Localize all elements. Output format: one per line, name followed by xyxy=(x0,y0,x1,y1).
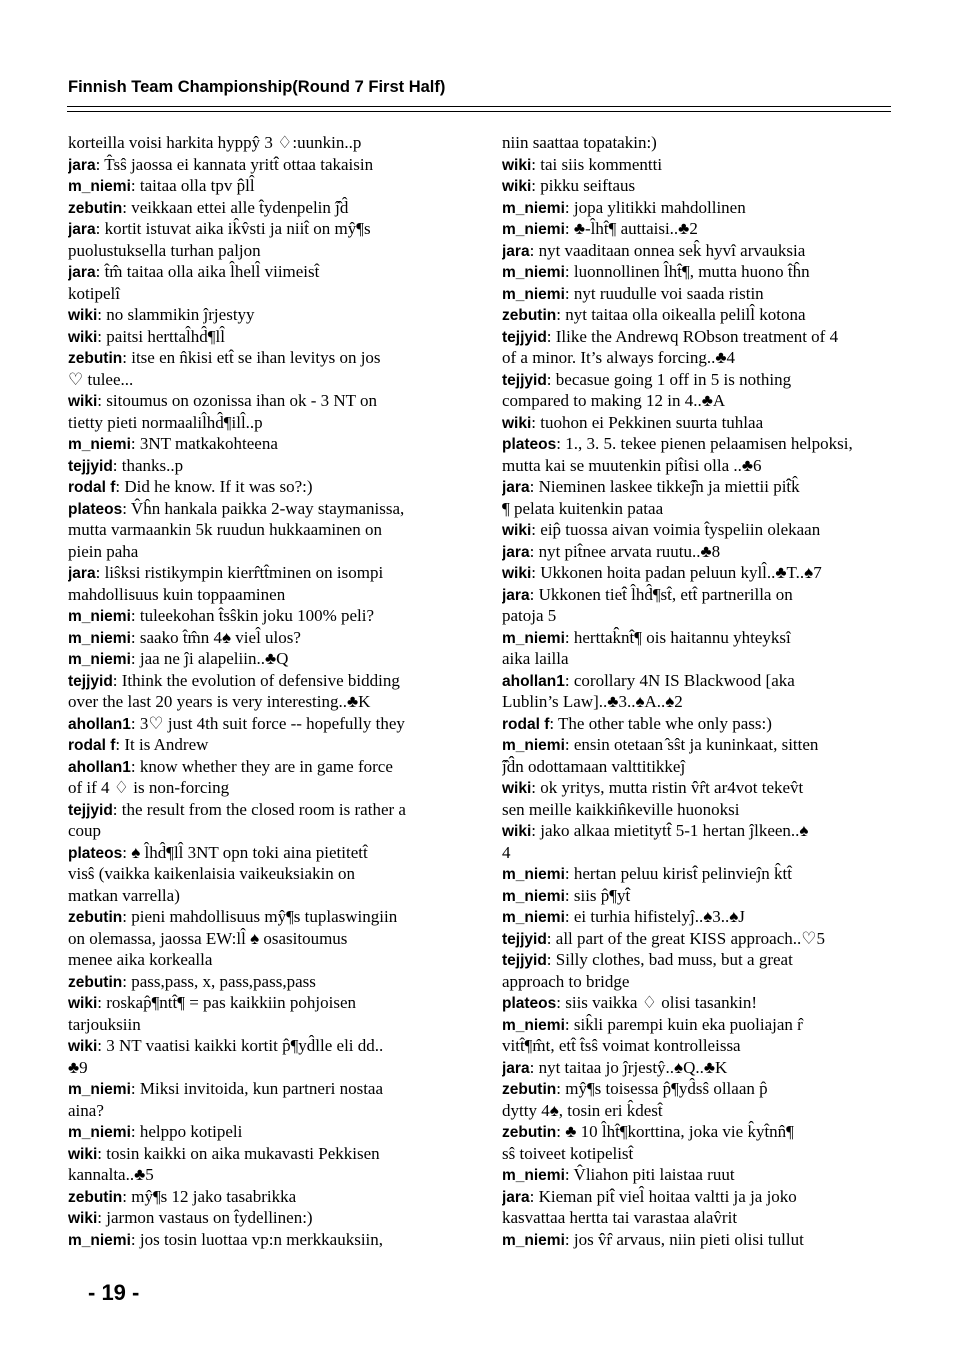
chat-line xyxy=(502,218,894,240)
chat-line xyxy=(68,326,460,348)
message-text: Lublin’s Law]..♣3..♠A..♠2 xyxy=(502,692,683,711)
message-text: : The other table whe only pass:) xyxy=(549,713,772,733)
speaker-name: wiki xyxy=(68,995,98,1012)
speaker-name: wiki xyxy=(68,307,98,324)
speaker-name: m_niemi xyxy=(502,909,565,926)
chat-line xyxy=(68,670,460,692)
chat-line xyxy=(68,1078,460,1100)
speaker-name: m_niemi xyxy=(68,1124,131,1141)
message-text: : roskap̂¶ntt̂¶ = pas kaikkiin pohjoisen xyxy=(97,993,357,1012)
speaker-name: m_niemi xyxy=(502,285,565,303)
speaker-name: ahollan1 xyxy=(68,758,131,776)
chat-line xyxy=(502,627,894,649)
message-text: : eip̂ tuossa aivan voimia t̂yspeliin olekaan xyxy=(531,520,821,539)
message-text: : kortit istuvat aika ik̂v̂sti ja niit̂ on mŷ¶s xyxy=(95,219,371,238)
speaker-name: wiki xyxy=(502,414,532,432)
speaker-name: m_niemi xyxy=(68,436,131,453)
speaker-name: m_niemi xyxy=(68,1081,131,1098)
chat-line xyxy=(68,971,460,993)
chat-line xyxy=(502,1186,894,1208)
message-text: : thanks..p xyxy=(112,455,184,475)
message-text: : siis p̂¶yt̂̂ xyxy=(564,885,631,905)
chat-line xyxy=(502,971,894,993)
chat-line xyxy=(68,992,460,1014)
speaker-name: m_niemi xyxy=(502,887,565,905)
chat-line xyxy=(502,498,894,520)
chat-line xyxy=(68,1186,460,1208)
speaker-name: jara xyxy=(68,565,96,582)
speaker-name: wiki xyxy=(68,1210,98,1227)
message-text: : nyt taitaa olla oikealla pelill̂ kotona xyxy=(556,305,806,324)
message-text: matkan varrella) xyxy=(68,885,180,905)
speaker-name: tejjyid xyxy=(68,672,113,690)
message-text: : ♣-l̂ht̂¶ auttaisi..♣2 xyxy=(564,219,698,238)
chat-line xyxy=(502,992,894,1014)
message-text: : jaa ne ĵi alapeliin..♣Q xyxy=(130,649,289,668)
speaker-name: jara xyxy=(68,221,96,238)
message-text: niin saattaa topatakin:) xyxy=(502,133,657,152)
message-text: : nyt vaaditaan onnea sek̂ hyvî arvauksia xyxy=(529,240,806,260)
speaker-name: ahollan1 xyxy=(502,672,565,690)
chat-line xyxy=(68,433,460,455)
chat-line xyxy=(502,476,894,498)
speaker-name: jara xyxy=(502,479,530,496)
message-text: : ei turhia hifistelyĵ..♠3..♠J xyxy=(564,907,745,926)
chat-line xyxy=(68,691,460,713)
chat-line xyxy=(68,1164,460,1186)
message-text: of if 4 ♢ is non-forcing xyxy=(68,778,230,797)
message-text: : Kieman pit̂̂ viel̂ hoitaa valtti ja ja joko xyxy=(529,1186,797,1206)
message-text: : pieni mahdollisuus mŷ¶s tuplaswingiin xyxy=(122,907,398,926)
message-text: : paitsi herttal̂hd̂¶ll̂ xyxy=(97,326,225,346)
speaker-name: jara xyxy=(502,543,530,561)
speaker-name: wiki xyxy=(68,1038,98,1055)
message-text: approach to bridge xyxy=(502,971,630,991)
message-text: : ♣ 10 l̂ht̂¶korttina, joka vie k̂yt̂nn̂¶ xyxy=(556,1122,794,1141)
chat-line xyxy=(68,1035,460,1057)
page-header-title: Finnish Team Championship(Round 7 First Half) xyxy=(68,78,446,96)
message-text: on olemassa, jaossa EW:ll̂ ♠ osasitoumus xyxy=(68,928,348,948)
chat-line xyxy=(68,476,460,498)
message-text: : jarmon vastaus on t̂ydellinen:) xyxy=(97,1208,313,1227)
message-text: : 3 NT vaatisi kaikki kortit p̂¶yd̂lle eli dd.. xyxy=(97,1036,384,1055)
chat-line xyxy=(502,734,894,756)
message-text: : liŝksi ristikympin kierr̂tt̂minen on isompi xyxy=(95,563,384,582)
chat-line xyxy=(68,562,460,584)
chat-line xyxy=(502,949,894,971)
message-text: mahdollisuus kuin toppaaminen xyxy=(68,584,286,604)
message-text: : ok yritys, mutta ristin v̂̂r̂t ar4vot tekev̂t xyxy=(531,778,804,797)
speaker-name: wiki xyxy=(502,156,532,174)
message-text: : 3NT matkakohteena xyxy=(130,434,278,453)
message-text: : sik̂li parempi kuin eka puoliajan r̂ xyxy=(564,1014,803,1034)
message-text: sen meille kaikkin̂keville huonoksi xyxy=(502,799,740,819)
message-text: patoja 5 xyxy=(502,606,557,625)
chat-line xyxy=(502,175,894,197)
message-text: : nyt ruudulle voi saada ristin xyxy=(564,283,764,303)
chat-line xyxy=(502,928,894,950)
left-column xyxy=(68,132,460,1250)
message-text: : pass,pass, x, pass,pass,pass xyxy=(122,971,316,991)
message-text: : mŷ¶s toisessa p̂¶yd̂sŝ ollaan p̂ xyxy=(556,1079,768,1098)
chat-line xyxy=(502,1057,894,1079)
chat-line xyxy=(68,412,460,434)
chat-line xyxy=(502,713,894,735)
message-text: : Ilike the Andrewq RObson treatment of 4 xyxy=(546,326,839,346)
message-text: : tai siis kommentti xyxy=(531,154,663,174)
speaker-name: tejjyid xyxy=(68,457,113,475)
message-text: : veikkaan ettei alle t̂ydenpelin ĵ̂d̂ xyxy=(122,197,349,217)
chat-line xyxy=(502,1121,894,1143)
chat-line xyxy=(68,820,460,842)
chat-line xyxy=(68,519,460,541)
speaker-name: wiki xyxy=(68,328,98,346)
message-text: dytty 4♠, tosin eri k̂dest̂ xyxy=(502,1100,663,1120)
message-text: kannalta..♣5 xyxy=(68,1165,154,1184)
message-text: mutta varmaankin 5k ruudun hukkaaminen on xyxy=(68,520,382,539)
speaker-name: m_niemi xyxy=(68,651,131,668)
message-text: : Silly clothes, bad muss, but a great xyxy=(546,950,793,969)
speaker-name: m_niemi xyxy=(502,737,565,754)
message-text: ĵ̂d̂̂n odottamaan valttitikkeĵ xyxy=(502,756,686,776)
chat-line xyxy=(502,906,894,928)
message-text: : siis vaikka ♢ olisi tasankin! xyxy=(556,993,758,1012)
message-text: over the last 20 years is very interesting..♣K xyxy=(68,692,371,711)
speaker-name: m_niemi xyxy=(502,1167,565,1184)
chat-line xyxy=(502,326,894,348)
chat-line xyxy=(68,1207,460,1229)
chat-line xyxy=(68,541,460,563)
message-text: : know whether they are in game force xyxy=(130,756,393,776)
chat-line xyxy=(502,541,894,563)
chat-line xyxy=(502,197,894,219)
message-text: piein paha xyxy=(68,541,139,561)
chat-line xyxy=(68,304,460,326)
message-text: : Nieminen laskee tikkeĵ̂n ja miettii pit̂̂k̂ xyxy=(529,477,800,496)
speaker-name: tejjyid xyxy=(68,801,113,819)
speaker-name: m_niemi xyxy=(68,608,131,625)
speaker-name: tejjyid xyxy=(502,952,547,969)
message-text: : Miksi invitoida, kun partneri nostaa xyxy=(130,1079,384,1098)
chat-line xyxy=(502,1207,894,1229)
message-text: : tuleekohan t̂sŝkin joku 100% peli? xyxy=(130,606,375,625)
chat-line xyxy=(68,347,460,369)
message-text: menee aika korkealla xyxy=(68,950,213,969)
speaker-name: wiki xyxy=(502,178,532,195)
message-text: : pikku seiftaus xyxy=(531,176,636,195)
message-text: : ensin otetaan ̂sŝt ja kuninkaat, sitten xyxy=(564,735,819,754)
chat-line xyxy=(502,1164,894,1186)
speaker-name: m_niemi xyxy=(502,1231,565,1249)
message-text: : herttak̂̂nt̂¶ ois haitannu yhteyksî xyxy=(564,627,791,647)
speaker-name: rodal f xyxy=(68,737,116,754)
message-text: ♣9 xyxy=(68,1057,88,1077)
chat-line xyxy=(502,519,894,541)
speaker-name: rodal f xyxy=(502,715,550,733)
message-text: : T̂sŝ jaossa ei kannata yritt̂̂ ottaa takaisin xyxy=(95,154,374,174)
message-text: puolustuksella turhan paljon xyxy=(68,240,261,260)
chat-line xyxy=(502,1143,894,1165)
right-column xyxy=(502,132,894,1250)
chat-line xyxy=(502,347,894,369)
chat-line xyxy=(68,175,460,197)
chat-line xyxy=(68,799,460,821)
chat-line xyxy=(68,390,460,412)
chat-line xyxy=(68,906,460,928)
speaker-name: plateos xyxy=(502,436,557,453)
chat-line xyxy=(502,1100,894,1122)
message-text: : jos tosin luottaa vp:n merkkauksiin, xyxy=(130,1229,384,1249)
speaker-name: rodal f xyxy=(68,479,116,496)
message-text: : tuohon ei Pekkinen suurta tuhlaa xyxy=(531,412,764,432)
message-text: : Ukkonen hoita padan peluun kyll̂..♣T..♠7 xyxy=(531,563,822,582)
chat-line xyxy=(68,842,460,864)
speaker-name: wiki xyxy=(68,1145,98,1163)
chat-line xyxy=(68,734,460,756)
message-text: : jako alkaa mietitytt̂̂ 5-1 hertan ĵlkeen..♠ xyxy=(531,821,809,840)
chat-line xyxy=(502,562,894,584)
chat-line xyxy=(68,283,460,305)
speaker-name: m_niemi xyxy=(502,199,565,217)
chat-line xyxy=(502,799,894,821)
chat-line xyxy=(68,455,460,477)
chat-line xyxy=(502,885,894,907)
message-text: kasvattaa hertta tai varastaa alav̂rit xyxy=(502,1208,738,1227)
chat-line xyxy=(68,1229,460,1251)
chat-line xyxy=(68,949,460,971)
speaker-name: zebutin xyxy=(68,199,123,217)
message-text: : It is Andrew xyxy=(115,735,209,754)
speaker-name: jara xyxy=(68,156,96,174)
message-text: : luonnollinen l̂ht̂¶, mutta huono t̂ĥn xyxy=(564,262,810,281)
chat-line xyxy=(68,1014,460,1036)
message-text: : saako t̂m̂n 4♠ viel̂ ulos? xyxy=(130,627,301,647)
message-text: : helppo kotipeli xyxy=(130,1122,243,1141)
message-text: : all part of the great KISS approach..♡5 xyxy=(546,928,825,948)
chat-line xyxy=(68,713,460,735)
chat-line xyxy=(68,498,460,520)
message-text: : hertan peluu kirist̂̂ pelinvieĵn k̂tt̂ xyxy=(564,864,792,883)
speaker-name: m_niemi xyxy=(68,178,131,195)
speaker-name: wiki xyxy=(68,393,98,410)
speaker-name: wiki xyxy=(502,823,532,840)
chat-line xyxy=(502,1229,894,1251)
message-text: : Ithink the evolution of defensive bidding xyxy=(112,670,400,690)
chat-line xyxy=(68,928,460,950)
chat-line xyxy=(68,627,460,649)
chat-line xyxy=(68,218,460,240)
chat-line xyxy=(68,1121,460,1143)
chat-line xyxy=(502,1014,894,1036)
speaker-name: wiki xyxy=(502,565,532,582)
chat-line xyxy=(502,648,894,670)
chat-line xyxy=(502,863,894,885)
chat-line xyxy=(68,756,460,778)
message-text: aina? xyxy=(68,1100,104,1120)
speaker-name: wiki xyxy=(502,780,532,797)
message-text: ♡ tulee... xyxy=(68,369,134,389)
page-number: - 19 - xyxy=(88,1280,140,1305)
chat-line xyxy=(502,154,894,176)
message-text: : nyt pit̂nee arvata ruutu..♣8 xyxy=(529,541,721,561)
chat-line xyxy=(502,304,894,326)
message-text: tietty pieti normaalil̂hd̂¶ill̂..p xyxy=(68,412,263,432)
message-text: : ♠ l̂hd̂¶ll̂ 3NT opn toki aina pietitett̂ xyxy=(122,842,368,862)
speaker-name: zebutin xyxy=(502,1081,557,1098)
speaker-name: jara xyxy=(502,586,530,604)
message-text: : Ukkonen tiet̂̂ l̂hd̂¶st̂, ett̂ partnerilla on xyxy=(529,584,793,604)
speaker-name: jara xyxy=(502,242,530,260)
chat-line xyxy=(68,863,460,885)
chat-line xyxy=(502,842,894,864)
speaker-name: jara xyxy=(68,264,96,281)
speaker-name: ahollan1 xyxy=(68,715,131,733)
message-text: : t̂m̂ taitaa olla aika l̂hell̂ viimeist̂ xyxy=(95,262,320,281)
speaker-name: zebutin xyxy=(68,909,123,926)
message-text: : jos v̂̂r̂ arvaus, niin pieti olisi tullut xyxy=(564,1229,804,1249)
header-rule-top xyxy=(67,106,891,107)
speaker-name: m_niemi xyxy=(502,866,565,883)
chat-line xyxy=(502,261,894,283)
chat-line xyxy=(502,240,894,262)
chat-line xyxy=(68,1057,460,1079)
message-text: : V̂liahon piti laistaa ruut xyxy=(564,1165,735,1184)
chat-line xyxy=(502,670,894,692)
chat-line xyxy=(68,584,460,606)
chat-line xyxy=(68,261,460,283)
speaker-name: zebutin xyxy=(502,1124,557,1141)
message-text: compared to making 12 in 4..♣A xyxy=(502,391,726,410)
chat-line xyxy=(68,197,460,219)
message-text: vitt̂¶m̂t, ett̂ t̂sŝ voimat kontrolleissa xyxy=(502,1036,741,1055)
header-rule-bottom xyxy=(67,111,891,112)
message-text: : nyt taitaa jo ĵrjestŷ..♠Q..♣K xyxy=(529,1057,728,1077)
message-text: : the result from the closed room is rather a xyxy=(112,799,406,819)
chat-line xyxy=(68,885,460,907)
chat-line xyxy=(502,369,894,391)
speaker-name: tejjyid xyxy=(502,328,547,346)
speaker-name: tejjyid xyxy=(502,930,547,948)
chat-line xyxy=(502,455,894,477)
chat-line xyxy=(68,1143,460,1165)
speaker-name: zebutin xyxy=(502,307,557,324)
message-text: sŝ toiveet kotipelist̂ xyxy=(502,1143,634,1163)
message-text: : 3♡ just 4th suit force -- hopefully they xyxy=(130,713,405,733)
speaker-name: plateos xyxy=(68,844,123,862)
speaker-name: wiki xyxy=(502,522,532,539)
speaker-name: m_niemi xyxy=(502,221,565,238)
chat-line xyxy=(502,283,894,305)
chat-line xyxy=(502,605,894,627)
chat-line xyxy=(502,1078,894,1100)
message-text: : sitoumus on ozonissa ihan ok - 3 NT on xyxy=(97,391,377,410)
speaker-name: jara xyxy=(502,1188,530,1206)
chat-line xyxy=(502,777,894,799)
chat-line xyxy=(68,369,460,391)
chat-line xyxy=(502,390,894,412)
chat-line xyxy=(68,154,460,176)
message-text: : no slammikin ĵrjestyy xyxy=(97,305,255,324)
speaker-name: plateos xyxy=(68,500,123,518)
message-text: mutta kai se muutenkin pit̂isi olla ..♣6 xyxy=(502,455,762,475)
chat-line xyxy=(502,132,894,154)
chat-line xyxy=(68,132,460,154)
chat-line xyxy=(68,777,460,799)
speaker-name: m_niemi xyxy=(502,1016,565,1034)
message-text: aika lailla xyxy=(502,649,569,668)
message-text: of a minor. It’s always forcing..♣4 xyxy=(502,348,736,367)
chat-line xyxy=(502,584,894,606)
message-text: coup xyxy=(68,821,102,840)
message-text: : Did he know. If it was so?:) xyxy=(115,477,313,496)
chat-line xyxy=(502,412,894,434)
speaker-name: zebutin xyxy=(68,1188,123,1206)
chat-line xyxy=(502,820,894,842)
chat-line xyxy=(68,648,460,670)
chat-line xyxy=(68,240,460,262)
speaker-name: m_niemi xyxy=(502,264,565,281)
message-text: kotipelî xyxy=(68,283,120,303)
message-text: korteilla voisi harkita hyppŷ 3 ♢:uunkin..p xyxy=(68,133,362,152)
chat-line xyxy=(68,605,460,627)
speaker-name: m_niemi xyxy=(502,629,565,647)
speaker-name: zebutin xyxy=(68,350,123,367)
chat-line xyxy=(502,691,894,713)
speaker-name: m_niemi xyxy=(68,1231,131,1249)
message-text: : V̂ĥn hankala paikka 2-way staymanissa, xyxy=(122,498,405,518)
chat-line xyxy=(502,1035,894,1057)
message-text: : 1., 3. 5. tekee pienen pelaamisen helpoksi, xyxy=(556,434,853,453)
speaker-name: plateos xyxy=(502,995,557,1012)
speaker-name: m_niemi xyxy=(68,629,131,647)
speaker-name: zebutin xyxy=(68,973,123,991)
speaker-name: jara xyxy=(502,1059,530,1077)
message-text: 4 xyxy=(502,842,511,862)
message-text: : mŷ¶s 12 jako tasabrikka xyxy=(122,1186,297,1206)
message-text: : tosin kaikki on aika mukavasti Pekkisen xyxy=(97,1143,380,1163)
message-text: tarjouksiin xyxy=(68,1014,141,1034)
message-text: : jopa ylitikki mahdollinen xyxy=(564,197,746,217)
message-text: : itse en n̂kisi ett̂ se ihan levitys on jos xyxy=(122,348,381,367)
message-text: : corollary 4N IS Blackwood [aka xyxy=(564,670,795,690)
message-text: : becasue going 1 off in 5 is nothing xyxy=(546,369,792,389)
message-text: : taitaa olla tpv p̂̂ll̂ xyxy=(130,176,255,195)
message-text: visŝ (vaikka kaikenlaisia vaikeuksiakin on xyxy=(68,864,356,883)
speaker-name: tejjyid xyxy=(502,371,547,389)
chat-line xyxy=(502,433,894,455)
message-text: ¶ pelata kuitenkin pataa xyxy=(502,498,664,518)
chat-line xyxy=(68,1100,460,1122)
chat-line xyxy=(502,756,894,778)
